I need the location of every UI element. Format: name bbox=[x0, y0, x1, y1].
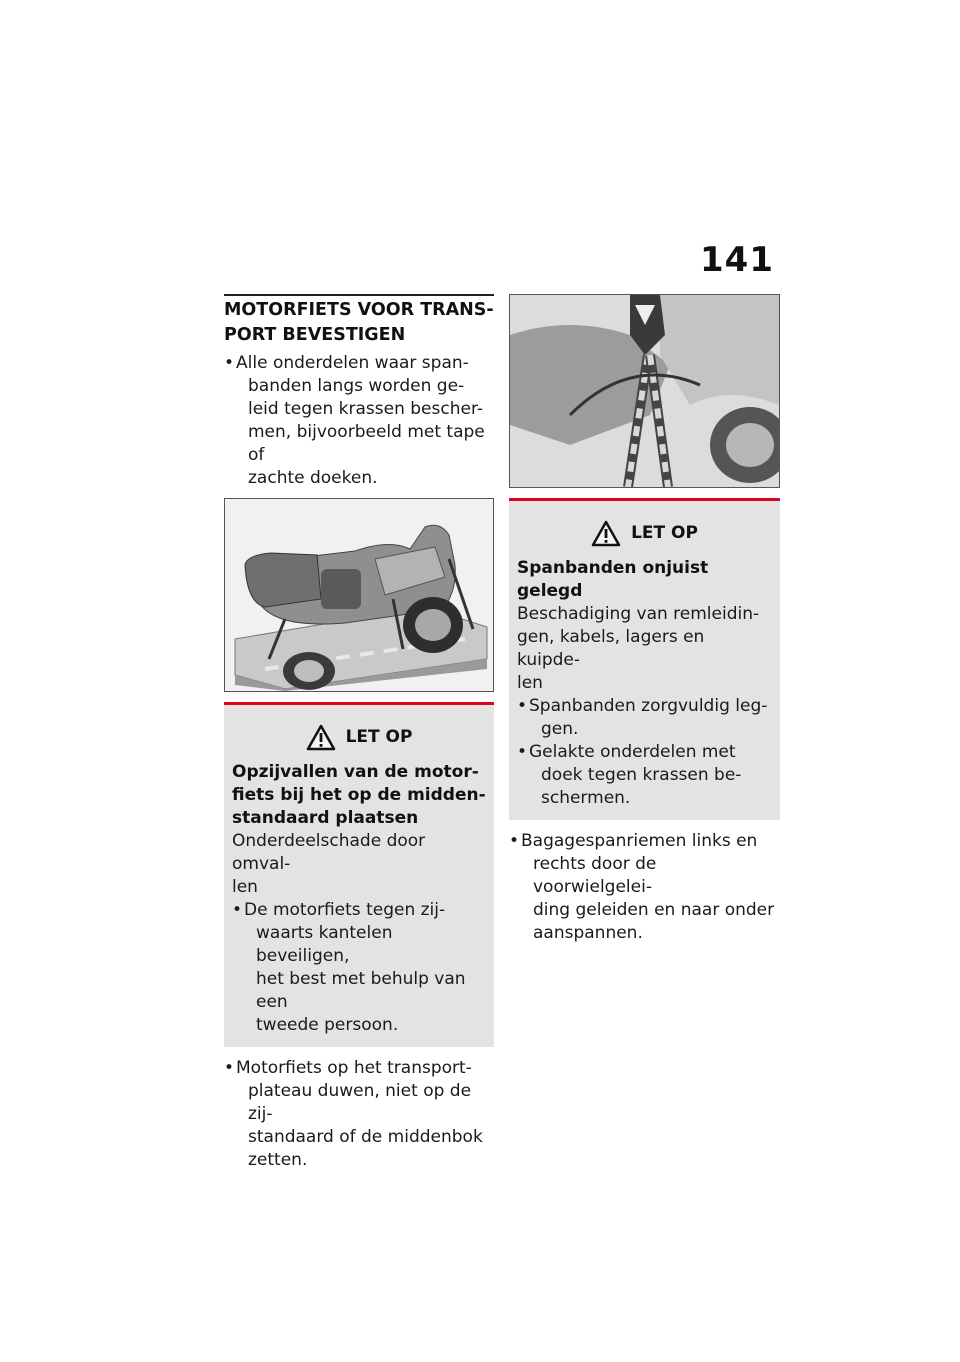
motorcycle-on-trailer-image bbox=[224, 498, 494, 692]
notice-label: LET OP bbox=[631, 523, 698, 543]
right-column bbox=[509, 294, 780, 945]
notice-header bbox=[517, 513, 772, 553]
notice-title: Opzijvallen van de motor- fiets bij het op de midden- standaard plaatsen bbox=[232, 762, 486, 828]
warning-triangle-icon bbox=[306, 724, 336, 751]
notice-header bbox=[232, 717, 486, 757]
notice-text: Beschadiging van remleidin- gen, kabels, lagers en kuipde- len bbox=[517, 604, 760, 693]
left-column bbox=[224, 294, 494, 1172]
warning-triangle-icon bbox=[591, 520, 621, 547]
notice-title: Spanbanden onjuist gelegd bbox=[517, 558, 709, 601]
notice-label: LET OP bbox=[345, 727, 413, 747]
notice-bullet: • Gelakte onderdelen met doek tegen krassen be- schermen. bbox=[517, 741, 772, 810]
notice-box-left bbox=[224, 705, 494, 1047]
notice-text: Onderdeelschade door omval- len bbox=[232, 831, 426, 897]
section-title: MOTORFIETS VOOR TRANS- PORT BEVESTIGEN bbox=[224, 294, 494, 348]
bullet-protect-parts: • Alle onderdelen waar span- banden langs worden ge- leid tegen krassen bescher- men, bijvoorbeeld met tape of zachte doeken. bbox=[224, 352, 494, 490]
notice-box-right bbox=[509, 501, 780, 820]
bullet-luggage-straps: • Bagagespanriemen links en rechts door de voorwielgelei- ding geleiden en naar onder aanspannen. bbox=[509, 830, 780, 945]
notice-bullet: • Spanbanden zorgvuldig leg- gen. bbox=[517, 695, 772, 741]
notice-bullet: • De motorfiets tegen zij- waarts kantelen beveiligen, het best met behulp van een tweede persoon. bbox=[232, 899, 486, 1037]
front-wheel-strap-image bbox=[509, 294, 780, 488]
page-number: 141 bbox=[700, 240, 774, 280]
bullet-push-onto-plateau: • Motorfiets op het transport- plateau duwen, niet op de zij- standaard of de middenbok zetten. bbox=[224, 1057, 494, 1172]
